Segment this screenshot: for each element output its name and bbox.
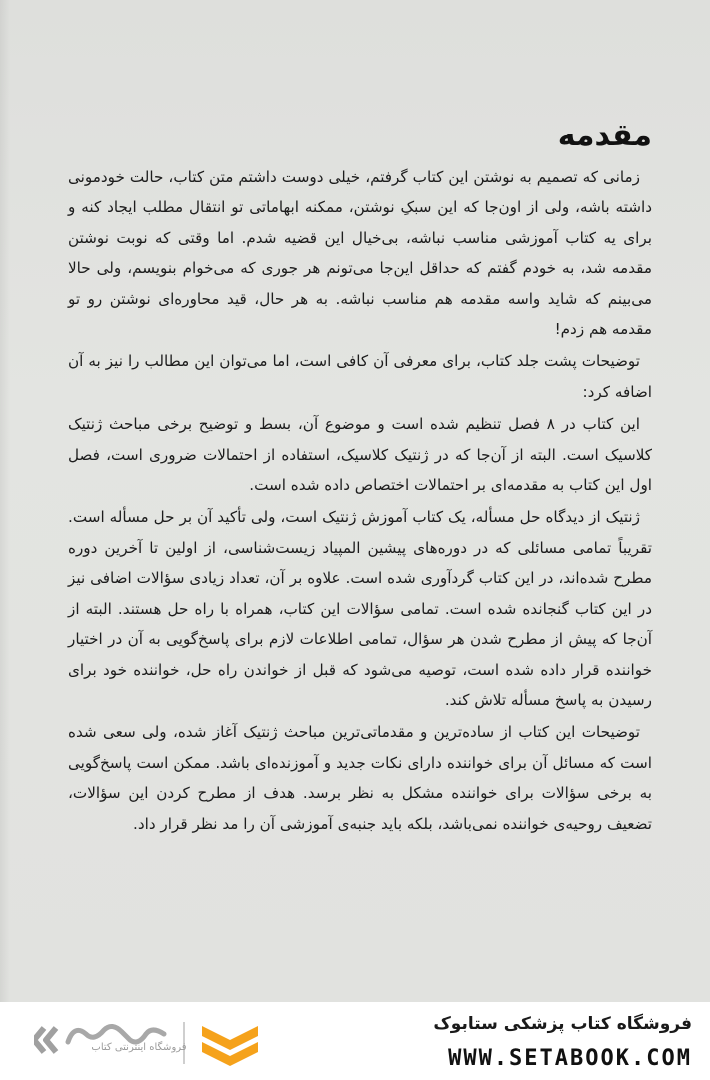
setabook-logo	[34, 1016, 278, 1070]
paragraph-4: ژنتیک از دیدگاه حل مسأله، یک کتاب آموزش ژنتیک است، ولی تأکید آن بر حل مسأله است. تقریباً تمامی مسائلی که در دوره‌های پیشین المپیاد زیست‌شناسی، از اولین تا آخرین دوره مطرح شده‌اند، در این کتاب گردآوری شده است. علاوه بر آن، تعداد زیادی سؤالات اضافی نیز در این کتاب گنجانده شده است. تمامی سؤالات این کتاب، همراه با راه حل هستند. البته از آن‌جا که پیش از مطرح شدن هر سؤال، تمامی اطلاعات لازم برای پاسخ‌گویی به آن در اختیار خواننده قرار داده شده است، توصیه می‌شود که قبل از خواندن راه حل، خواننده خود برای رسیدن به پاسخ مسأله تلاش کند.	[68, 508, 652, 709]
paragraph-5: توضیحات این کتاب از ساده‌ترین و مقدماتی‌ترین مباحث ژنتیک آغاز شده، ولی سعی شده است که مسائل آن برای خواننده دارای نکات جدید و آموزنده‌ای باشد. ممکن است پاسخ‌گویی به برخی سؤالات برای خواننده مشکل به نظر برسد. هدف از مطرح کردن این سؤالات، تضعیف روحیه‌ی خواننده نمی‌باشد، بلکه باید جنبه‌ی آموزشی آن را مد نظر قرار داد.	[68, 723, 652, 833]
paragraph-2: توضیحات پشت جلد کتاب، برای معرفی آن کافی است، اما می‌توان این مطالب را نیز به آن اضافه کرد:	[68, 352, 652, 401]
logo-caption: فروشگاه اینترنتی کتاب	[91, 1042, 187, 1053]
paragraph-1: زمانی که تصمیم به نوشتن این کتاب گرفتم، خیلی دوست داشتم متن کتاب، حالت خودمونی داشته باشه، ولی از اون‌جا که این سبکِ نوشتن، ممکنه ابهاماتی تو انتقال مطلب ایجاد کنه و برای یه کتاب آموزشی مناسب نباشه، بی‌خیال این قضیه شدم. اما وقتی که نوبت نوشتن مقدمه شد، به خودم گفتم که حداقل این‌جا می‌تونم هر جوری که می‌خوام بنویسم، ولی حالا می‌بینم که شاید واسه مقدمه هم مناسب نباشه. به هر حال، قید محاوره‌ای نوشتن رو تو مقدمه هم زدم!	[68, 168, 652, 339]
page-title: مقدمه	[557, 118, 652, 153]
store-name: فروشگاه کتاب پزشکی ستابوک	[433, 1014, 692, 1034]
paragraph-3: این کتاب در ۸ فصل تنظیم شده است و موضوع آن، بسط و توضیح برخی مباحث ژنتیک کلاسیک است. البته از آن‌جا که در ژنتیک کلاسیک، استفاده از احتمالات ضروری است، فصل اول این کتاب به مقدمه‌ای بر احتمالات اختصاص داده شده است.	[68, 415, 652, 495]
store-url-link[interactable]: WWW.SETABOOK.COM	[448, 1046, 692, 1071]
scan-shadow	[0, 0, 10, 1002]
page-content	[68, 116, 652, 839]
store-footer	[0, 1002, 710, 1080]
